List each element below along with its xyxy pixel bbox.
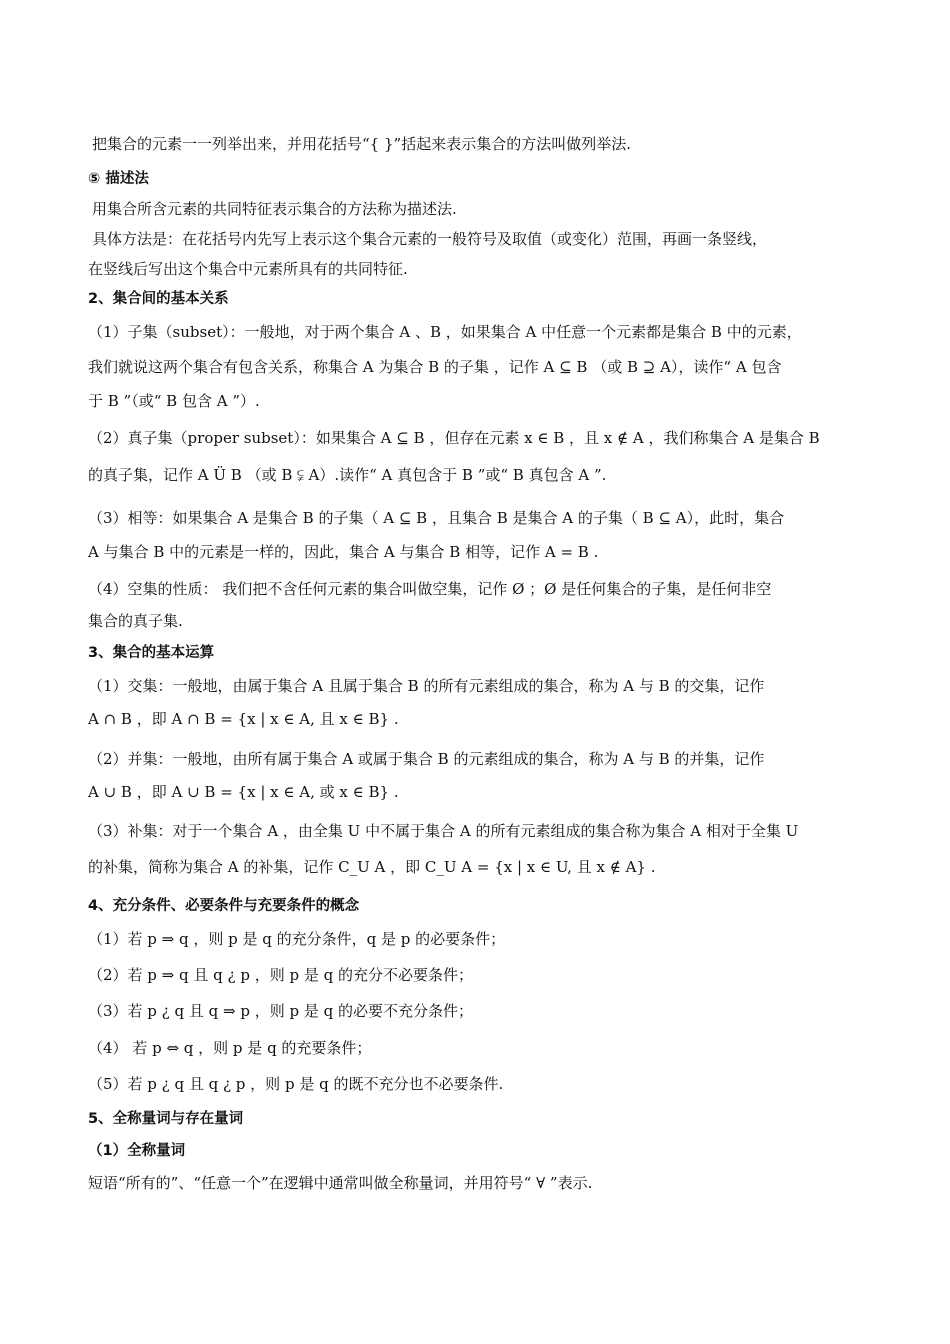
subset-definition-2: 我们就说这两个集合有包含关系，称集合 A 为集合 B 的子集 ，记作 A ⊆ B （或 B ⊇ A），读作“ A 包含 (88, 358, 782, 376)
universal-quantifier-definition: 短语“所有的”、“任意一个”在逻辑中通常叫做全称量词，并用符号“ ∀ ”表示. (88, 1174, 593, 1192)
complement-definition-2: 的补集，简称为集合 A 的补集，记作 C_U A ，即 C_U A = {x | x ∈ U, 且 x ∉ A} . (88, 858, 656, 876)
proper-subset-definition-1: （2）真子集（proper subset）：如果集合 A ⊆ B ，但存在元素 x ∈ B ，且 x ∉ A ，我们称集合 A 是集合 B (88, 429, 820, 447)
heading-description-method: ⑤ 描述法 (88, 171, 149, 187)
empty-set-property-1: （4）空集的性质： 我们把不含任何元素的集合叫做空集，记作 Ø ；Ø 是任何集合的子集，是任何非空 (88, 580, 772, 598)
proper-subset-definition-2: 的真子集，记作 A Ü B （或 B ⫋ A）.读作“ A 真包含于 B ”或“ B 真包含 A ”. (88, 466, 607, 484)
union-definition-2: A ∪ B ，即 A ∪ B = {x | x ∈ A, 或 x ∈ B} . (88, 783, 399, 801)
condition-rule-3: （3）若 p ¿ q 且 q ⇒ p ，则 p 是 q 的必要不充分条件； (88, 1002, 473, 1020)
description-method-detail-2: 在竖线后写出这个集合中元素所具有的共同特征. (88, 260, 408, 278)
condition-rule-4: （4） 若 p ⇔ q ，则 p 是 q 的充要条件； (88, 1039, 372, 1057)
equality-definition-1: （3）相等：如果集合 A 是集合 B 的子集（ A ⊆ B ，且集合 B 是集合 A 的子集（ B ⊆ A），此时，集合 (88, 509, 785, 527)
enumeration-method-text: 把集合的元素一一列举出来，并用花括号“{ }”括起来表示集合的方法叫做列举法. (92, 135, 631, 153)
condition-rule-1: （1）若 p ⇒ q ，则 p 是 q 的充分条件，q 是 p 的必要条件； (88, 930, 506, 948)
heading-set-relations: 2、集合间的基本关系 (88, 291, 229, 307)
subset-definition-3: 于 B ”（或“ B 包含 A ”）. (88, 392, 260, 410)
condition-rule-5: （5）若 p ¿ q 且 q ¿ p ，则 p 是 q 的既不充分也不必要条件. (88, 1075, 504, 1093)
union-definition-1: （2）并集：一般地，由所有属于集合 A 或属于集合 B 的元素组成的集合，称为 A 与 B 的并集，记作 (88, 750, 765, 768)
empty-set-property-2: 集合的真子集. (88, 612, 183, 630)
heading-set-operations: 3、集合的基本运算 (88, 645, 215, 661)
heading-quantifiers: 5、全称量词与存在量词 (88, 1111, 244, 1127)
description-method-detail-1: 具体方法是：在花括号内先写上表示这个集合元素的一般符号及取值（或变化）范围，再画一条竖线， (92, 230, 768, 248)
description-method-definition: 用集合所含元素的共同特征表示集合的方法称为描述法. (92, 200, 457, 218)
intersection-definition-2: A ∩ B ，即 A ∩ B = {x | x ∈ A, 且 x ∈ B} . (88, 710, 399, 728)
heading-conditions: 4、充分条件、必要条件与充要条件的概念 (88, 898, 360, 914)
condition-rule-2: （2）若 p ⇒ q 且 q ¿ p ，则 p 是 q 的充分不必要条件； (88, 966, 473, 984)
equality-definition-2: A 与集合 B 中的元素是一样的，因此，集合 A 与集合 B 相等，记作 A = B . (88, 543, 599, 561)
heading-universal-quantifier: （1）全称量词 (88, 1143, 186, 1159)
intersection-definition-1: （1）交集：一般地，由属于集合 A 且属于集合 B 的所有元素组成的集合，称为 A 与 B 的交集，记作 (88, 677, 765, 695)
complement-definition-1: （3）补集：对于一个集合 A ，由全集 U 中不属于集合 A 的所有元素组成的集合称为集合 A 相对于全集 U (88, 822, 799, 840)
subset-definition-1: （1）子集（subset）：一般地，对于两个集合 A 、B ，如果集合 A 中任意一个元素都是集合 B 中的元素， (88, 323, 802, 341)
